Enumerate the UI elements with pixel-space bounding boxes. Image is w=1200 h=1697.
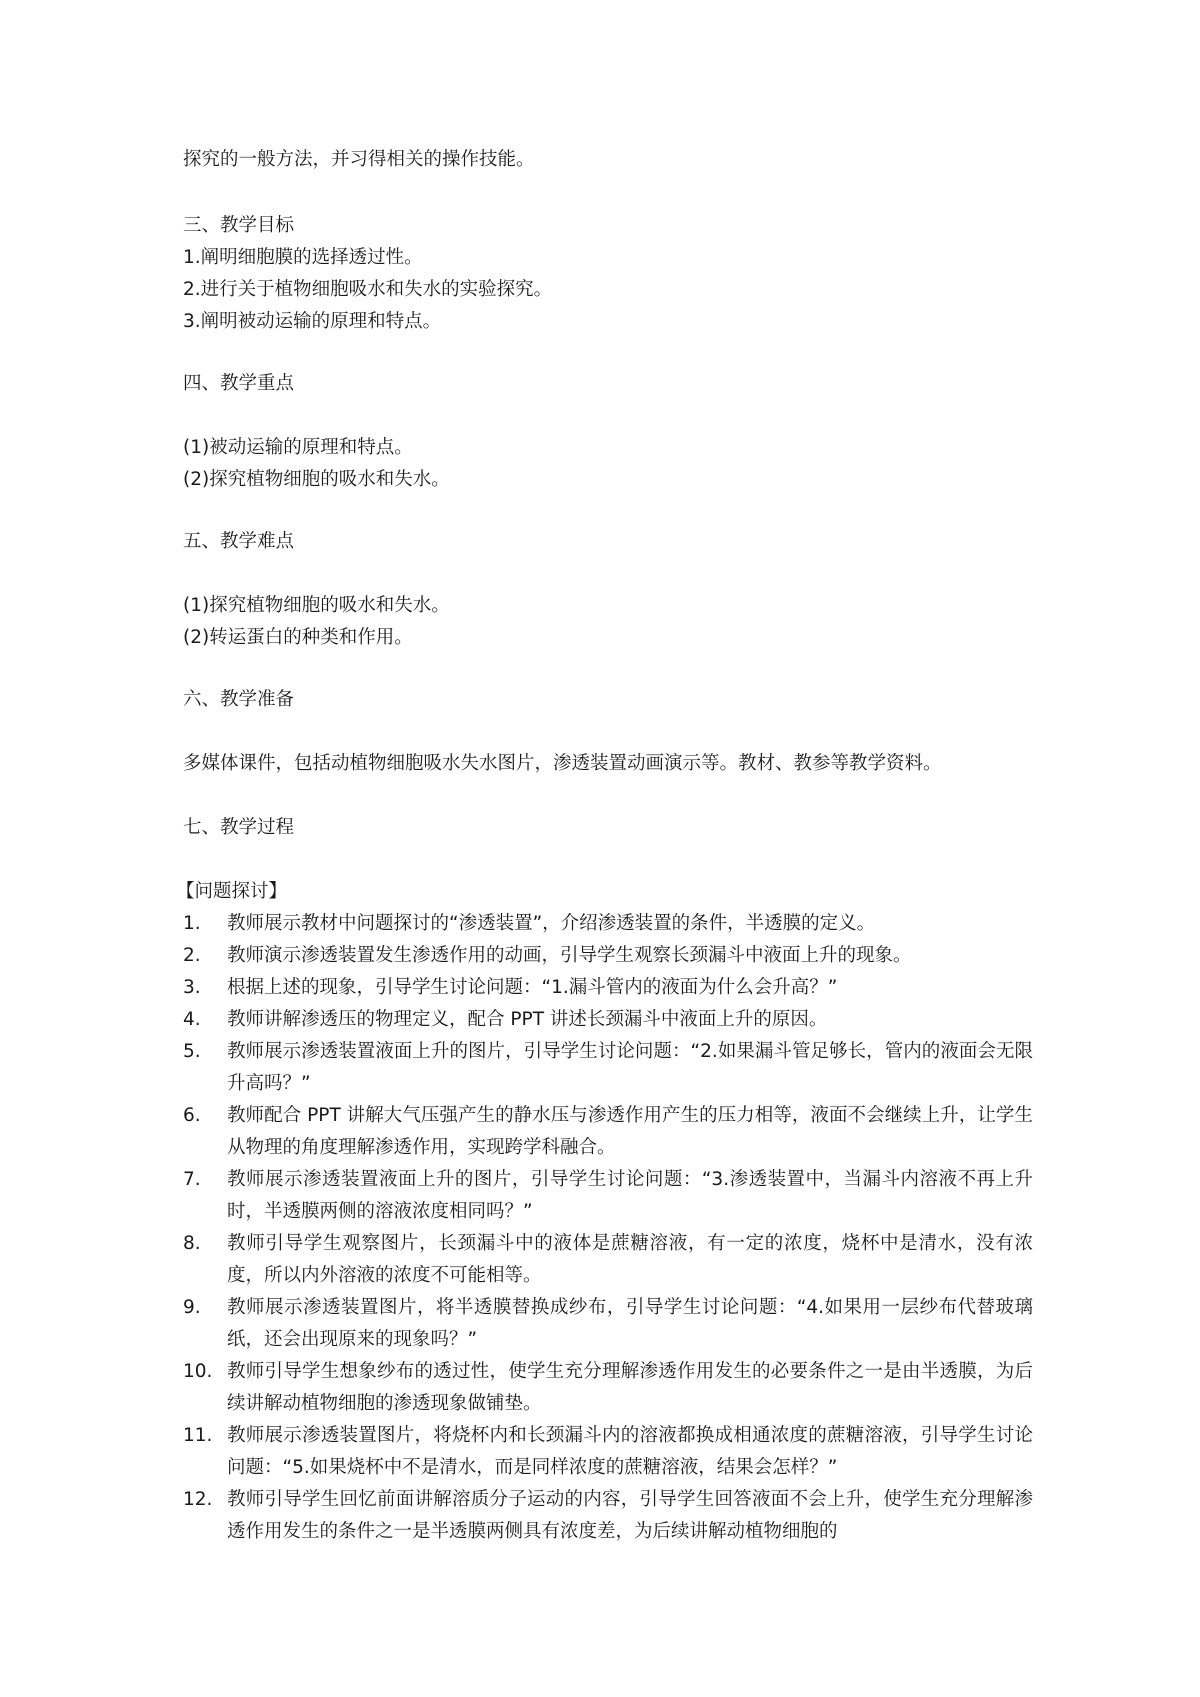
section-4-item-2: (2)探究植物细胞的吸水和失水。	[183, 469, 450, 490]
list-item-number: 2.	[183, 945, 201, 966]
list-item-text: 教师引导学生回忆前面讲解溶质分子运动的内容，引导学生回答液面不会上升，使学生充分理解渗透作用发生的条件之一是半透膜两侧具有浓度差，为后续讲解动植物细胞的	[227, 1489, 1033, 1542]
list-item-text: 教师展示教材中问题探讨的“渗透装置”，介绍渗透装置的条件，半透膜的定义。	[227, 913, 876, 934]
section-5-item-1: (1)探究植物细胞的吸水和失水。	[183, 595, 450, 616]
list-item-number: 9.	[183, 1297, 201, 1318]
list-item-text: 教师展示渗透装置图片，将烧杯内和长颈漏斗内的溶液都换成相通浓度的蔗糖溶液，引导学生讨论问题：“5.如果烧杯中不是清水，而是同样浓度的蔗糖溶液，结果会怎样？”	[227, 1425, 1033, 1478]
list-item-text: 教师讲解渗透压的物理定义，配合 PPT 讲述长颈漏斗中液面上升的原因。	[227, 1009, 828, 1030]
list-item-number: 6.	[183, 1105, 201, 1126]
list-item-number: 3.	[183, 977, 201, 998]
section-3-item-2: 2.进行关于植物细胞吸水和失水的实验探究。	[183, 279, 553, 300]
list-item-text: 根据上述的现象，引导学生讨论问题：“1.漏斗管内的液面为什么会升高？”	[227, 977, 838, 998]
problem-discussion-heading: 【问题探讨】	[176, 881, 288, 902]
intro-continuation-text: 探究的一般方法，并习得相关的操作技能。	[183, 149, 535, 170]
section-5-item-2: (2)转运蛋白的种类和作用。	[183, 627, 413, 648]
list-item-number: 10.	[183, 1361, 213, 1382]
section-7-heading: 七、教学过程	[183, 817, 295, 838]
section-4-heading: 四、教学重点	[183, 373, 295, 394]
list-item-text: 教师展示渗透装置液面上升的图片，引导学生讨论问题：“3.渗透装置中，当漏斗内溶液不再上升时，半透膜两侧的溶液浓度相同吗？”	[227, 1169, 1033, 1222]
list-item-number: 5.	[183, 1041, 201, 1062]
list-item-number: 12.	[183, 1489, 213, 1510]
section-6-text: 多媒体课件，包括动植物细胞吸水失水图片，渗透装置动画演示等。教材、教参等教学资料。	[183, 753, 942, 774]
section-4-item-1: (1)被动运输的原理和特点。	[183, 437, 413, 458]
list-item-number: 8.	[183, 1233, 201, 1254]
list-item-number: 11.	[183, 1425, 213, 1446]
list-item-number: 7.	[183, 1169, 201, 1190]
list-item-text: 教师配合 PPT 讲解大气压强产生的静水压与渗透作用产生的压力相等，液面不会继续上升，让学生从物理的角度理解渗透作用，实现跨学科融合。	[227, 1105, 1033, 1158]
list-item-number: 1.	[183, 913, 201, 934]
list-item-text: 教师展示渗透装置图片，将半透膜替换成纱布，引导学生讨论问题：“4.如果用一层纱布代替玻璃纸，还会出现原来的现象吗？”	[227, 1297, 1033, 1350]
list-item-text: 教师引导学生想象纱布的透过性，使学生充分理解渗透作用发生的必要条件之一是由半透膜，为后续讲解动植物细胞的渗透现象做铺垫。	[227, 1361, 1033, 1414]
section-5-heading: 五、教学难点	[183, 531, 295, 552]
list-item-text: 教师展示渗透装置液面上升的图片，引导学生讨论问题：“2.如果漏斗管足够长，管内的液面会无限升高吗？”	[227, 1041, 1033, 1094]
section-3-item-1: 1.阐明细胞膜的选择透过性。	[183, 247, 423, 268]
section-3-heading: 三、教学目标	[183, 215, 295, 236]
section-6-heading: 六、教学准备	[183, 689, 295, 710]
list-item-text: 教师引导学生观察图片，长颈漏斗中的液体是蔗糖溶液，有一定的浓度，烧杯中是清水，没有浓度，所以内外溶液的浓度不可能相等。	[227, 1233, 1033, 1286]
list-item-text: 教师演示渗透装置发生渗透作用的动画，引导学生观察长颈漏斗中液面上升的现象。	[227, 945, 912, 966]
list-item-number: 4.	[183, 1009, 201, 1030]
section-3-item-3: 3.阐明被动运输的原理和特点。	[183, 311, 442, 332]
